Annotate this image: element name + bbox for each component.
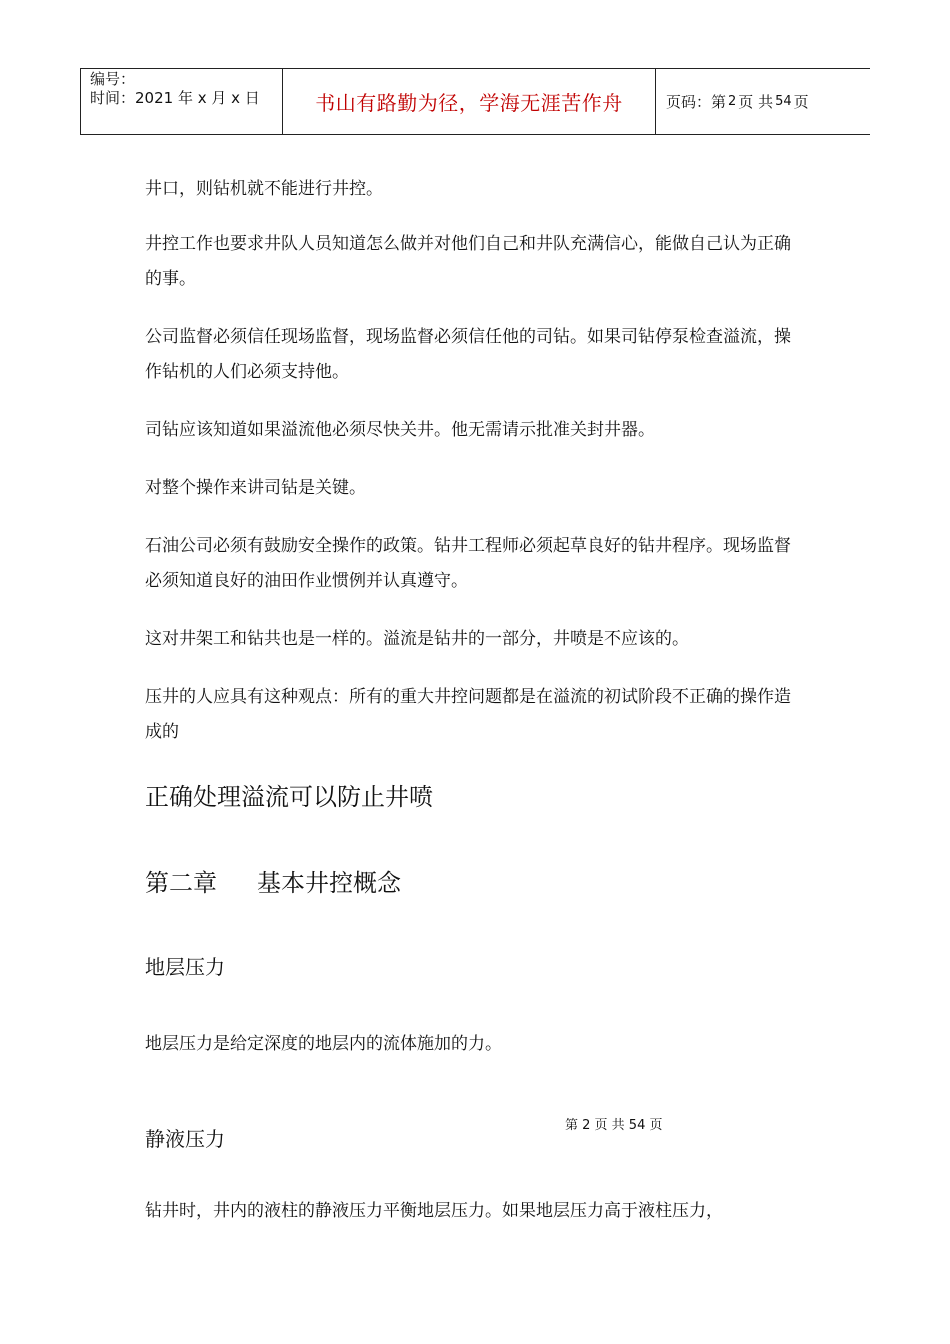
page-suffix: 页	[793, 93, 809, 111]
page-prefix: 页码：第	[666, 93, 727, 111]
page-current-number: 2	[728, 94, 737, 109]
date-label: 时间：2021 年 x 月 x 日	[90, 89, 260, 107]
section-heading-hydrostatic-pressure: 静液压力	[145, 1127, 225, 1151]
paragraph: 公司监督必须信任现场监督，现场监督必须信任他的司钻。如果司钻停泵检查溢流，操作钻机的人们必须支持他。	[145, 327, 791, 382]
header-meta-cell	[81, 69, 283, 134]
page-footer-number: 第 2 页 共 54 页	[565, 1118, 663, 1133]
main-heading: 正确处理溢流可以防止井喷	[145, 783, 433, 811]
paragraph: 这对井架工和钻共也是一样的。溢流是钻井的一部分，井喷是不应该的。	[145, 629, 689, 649]
paragraph: 井口，则钻机就不能进行井控。	[145, 179, 383, 199]
paragraph: 司钻应该知道如果溢流他必须尽快关井。他无需请示批准关封井器。	[145, 420, 655, 440]
chapter-number: 第二章	[145, 869, 217, 897]
section-heading-formation-pressure: 地层压力	[145, 955, 225, 979]
serial-number-label: 编号：	[90, 70, 136, 88]
paragraph: 石油公司必须有鼓励安全操作的政策。钻井工程师必须起草良好的钻井程序。现场监督必须知道良好的油田作业惯例并认真遵守。	[145, 536, 791, 591]
document-body	[145, 172, 805, 1084]
paragraph: 井控工作也要求井队人员知道怎么做并对他们自己和井队充满信心，能做自己认为正确的事。	[145, 234, 791, 289]
chapter-heading	[145, 866, 805, 900]
header-page-cell	[656, 69, 870, 134]
page-total-number: 54	[775, 94, 792, 109]
chapter-title: 基本井控概念	[257, 869, 401, 897]
motto-text: 书山有路勤为径，学海无涯苦作舟	[315, 91, 623, 115]
paragraph: 地层压力是给定深度的地层内的流体施加的力。	[145, 1034, 502, 1054]
paragraph: 钻井时，井内的液柱的静液压力平衡地层压力。如果地层压力高于液柱压力，	[145, 1201, 723, 1221]
paragraph: 压井的人应具有这种观点：所有的重大井控问题都是在溢流的初试阶段不正确的操作造成的	[145, 687, 791, 742]
paragraph: 对整个操作来讲司钻是关键。	[145, 478, 366, 498]
page-middle: 页 共	[738, 93, 774, 111]
document-header	[80, 68, 870, 135]
header-motto-cell	[283, 69, 656, 134]
